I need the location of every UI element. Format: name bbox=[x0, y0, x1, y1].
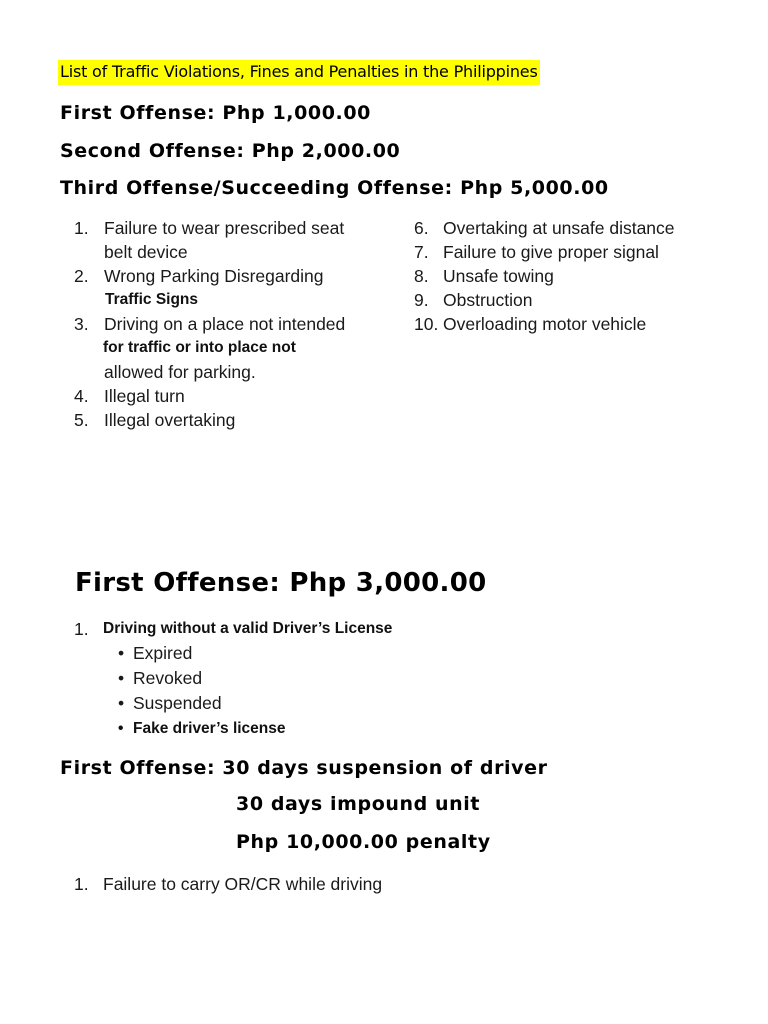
violations-list-right bbox=[414, 216, 714, 336]
list-item: 6. Overtaking at unsafe distance bbox=[414, 218, 675, 238]
license-violation-list bbox=[74, 617, 494, 641]
orcr-violation-list bbox=[74, 872, 494, 896]
list-item: 2. Wrong Parking Disregarding Traffic Signs bbox=[74, 266, 324, 308]
list-item: 1. Driving without a valid Driver’s License bbox=[74, 619, 393, 639]
list-item: • Suspended bbox=[118, 691, 286, 716]
list-item: • Revoked bbox=[118, 666, 286, 691]
first-offense-heading: First Offense: Php 1,000.00 bbox=[60, 102, 371, 124]
license-offense-heading: First Offense: Php 3,000.00 bbox=[75, 568, 487, 598]
list-item: 10. Overloading motor vehicle bbox=[414, 314, 647, 334]
bullet-icon: • bbox=[118, 720, 124, 737]
license-bullet-list bbox=[118, 641, 286, 741]
second-offense-heading: Second Offense: Php 2,000.00 bbox=[60, 140, 401, 162]
list-item: • Expired bbox=[118, 641, 286, 666]
list-item: 1. Failure to wear prescribed seat belt device bbox=[74, 218, 345, 262]
impound-penalty-line: 30 days impound unit bbox=[236, 793, 481, 815]
list-item: 5. Illegal overtaking bbox=[74, 410, 236, 430]
list-item: • Fake driver’s license bbox=[118, 716, 286, 741]
list-item: 9. Obstruction bbox=[414, 290, 533, 310]
list-item: 3. Driving on a place not intended for traffic or into place not allowed for parking. bbox=[74, 314, 346, 382]
bullet-icon: • bbox=[118, 693, 125, 713]
bullet-icon: • bbox=[118, 643, 125, 663]
list-item: 7. Failure to give proper signal bbox=[414, 242, 659, 262]
document-title: List of Traffic Violations, Fines and Penalties in the Philippines bbox=[58, 60, 540, 85]
violations-list-left bbox=[74, 216, 394, 432]
list-item: 4. Illegal turn bbox=[74, 386, 185, 406]
bullet-icon: • bbox=[118, 668, 125, 688]
third-offense-heading: Third Offense/Succeeding Offense: Php 5,000.00 bbox=[60, 177, 609, 199]
list-item: 1. Failure to carry OR/CR while driving bbox=[74, 874, 383, 894]
fine-penalty-line: Php 10,000.00 penalty bbox=[236, 831, 491, 853]
orcr-offense-heading: First Offense: 30 days suspension of driver bbox=[60, 757, 548, 779]
list-item: 8. Unsafe towing bbox=[414, 266, 554, 286]
